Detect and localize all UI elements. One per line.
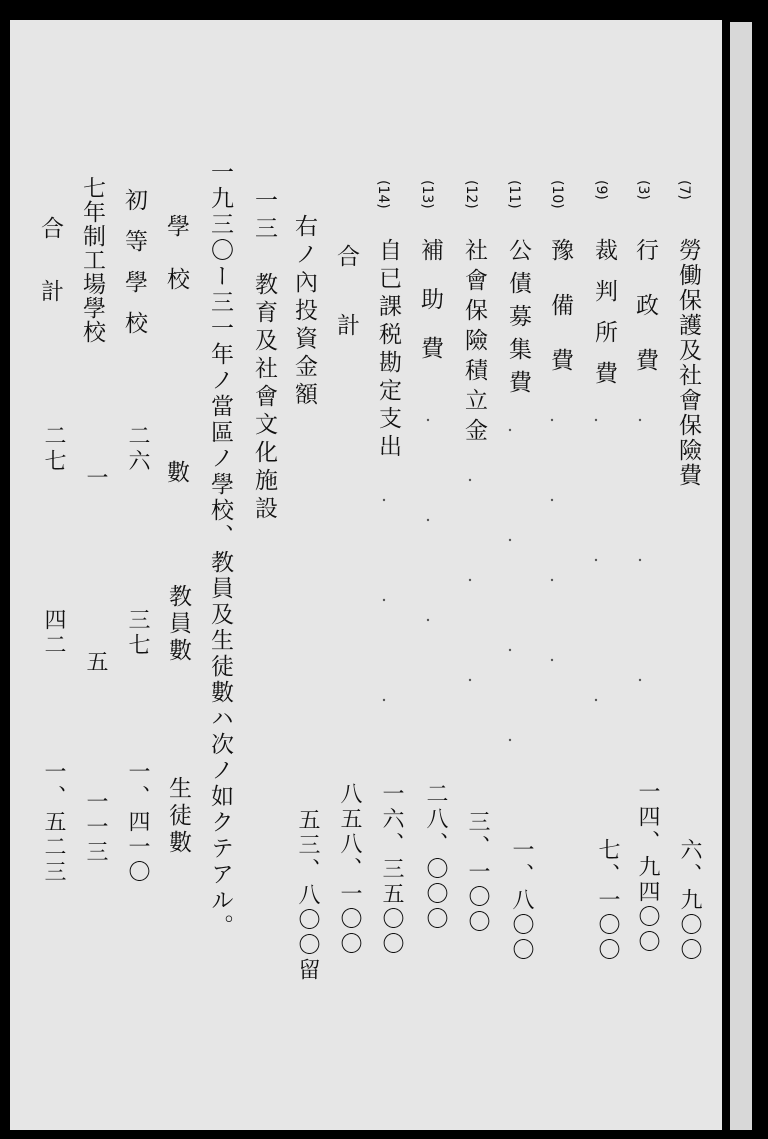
item-mark-9: (9) [593,180,609,200]
item-mark-3: (3) [635,180,651,200]
item-mark-11: (11) [506,180,522,209]
table-row-total-name: 合計 [37,216,63,342]
table-row-elementary-teachers: 三七 [125,608,150,658]
school-intro-line: 一九三〇ー三一年ノ當區ノ學校、教員及生徒數ハ次ノ如クテアル。 [207,160,233,940]
item-label-3: 行政費 [632,238,658,403]
table-row-factory-count: 一 [83,466,108,491]
table-row-factory-name: 七年制工場學校 [79,176,105,344]
table-header-students: 生徒數 [165,776,191,857]
investment-label: 右ノ內投資金額 [291,214,317,410]
item-label-7: 勞働保護及社會保險費 [675,238,701,488]
table-row-elementary-count: 二六 [125,424,150,474]
page-edge [730,22,752,1130]
total-label: 合計 [333,244,359,382]
item-amount-14: 一六、三五〇〇 [379,782,404,957]
item-mark-10: (10) [549,180,565,209]
item-label-11: 公債募集費 [505,238,531,403]
table-header-teachers: 教員數 [165,584,191,665]
table-row-total-count: 二七 [41,424,66,474]
item-label-14: 自已課税勘定支出 [375,238,401,462]
table-row-elementary-name: 初等學校 [121,188,147,352]
item-mark-13: (13) [419,180,435,209]
table-header-count: 數 [163,460,189,491]
item-amount-11: 一、八〇〇 [509,838,534,963]
document-page [10,20,722,1130]
item-amount-7: 六、九〇〇 [677,838,702,963]
item-label-10: 豫備費 [547,238,573,403]
table-header-school: 學校 [163,214,189,320]
investment-amount: 五三、八〇〇留 [295,808,320,983]
item-amount-12: 三、一〇〇 [465,810,490,935]
item-mark-12: (12) [463,180,479,209]
table-row-total-teachers: 四二 [41,608,66,658]
item-amount-13: 二八、〇〇〇 [423,782,448,932]
item-amount-3: 一四、九四〇〇 [635,780,660,955]
table-row-factory-students: 一一三 [83,790,108,865]
table-row-factory-teachers: 五 [83,650,108,675]
table-row-elementary-students: 一、四一〇 [125,760,150,885]
item-mark-7: (7) [676,180,692,200]
item-label-12: 社會保險積立金 [461,238,487,448]
item-label-13: 補助費 [417,238,443,385]
total-amount: 八五八、一〇〇 [337,782,362,957]
section-13-heading: 一三 教育及社會文化施設 [251,188,277,524]
item-amount-9: 七、一〇〇 [595,838,620,963]
item-mark-14: (14) [375,180,391,209]
item-label-9: 裁判所費 [591,238,617,402]
table-row-total-students: 一、五二三 [41,760,66,885]
